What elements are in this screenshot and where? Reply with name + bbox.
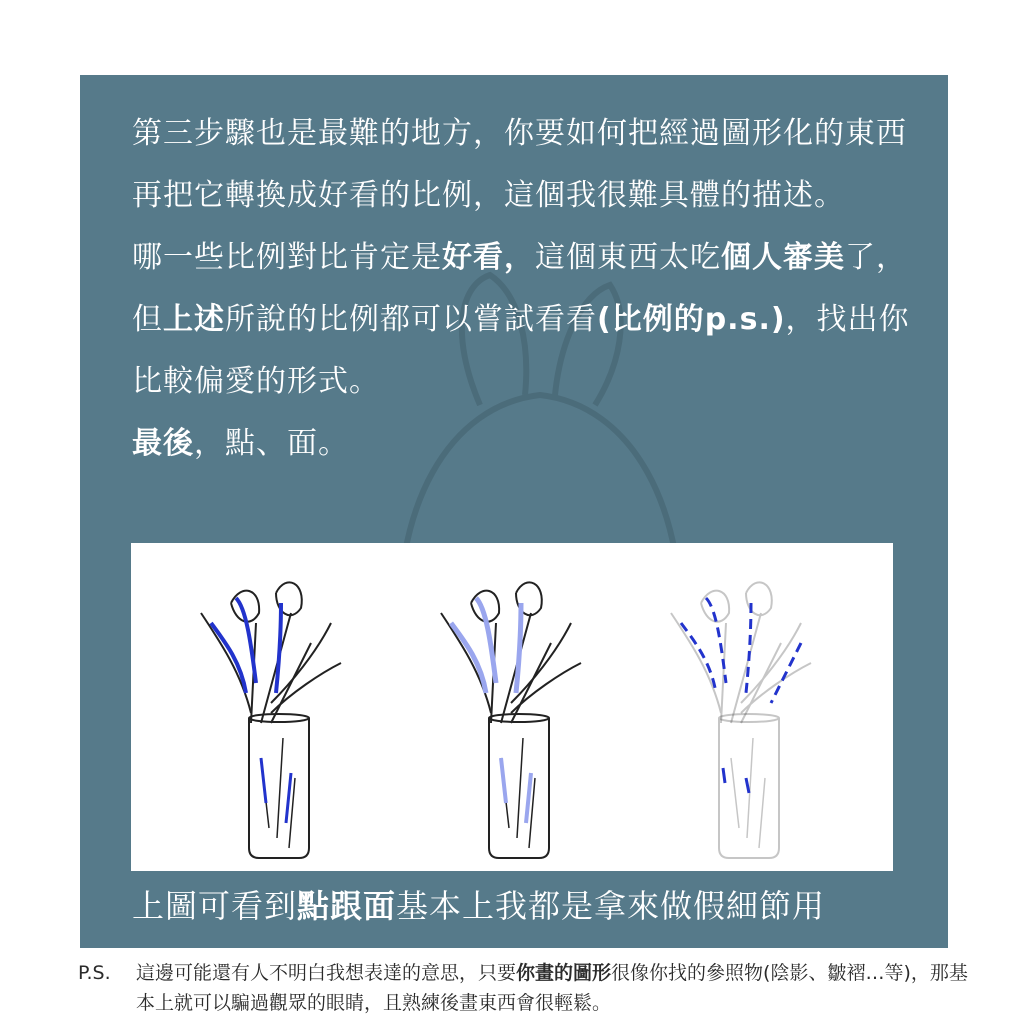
footnote-prefix: P.S. xyxy=(78,962,111,984)
illustration-caption: 上圖可看到點跟面基本上我都是拿來做假細節用 xyxy=(132,887,826,925)
paragraph-last: 最後，點、面。 xyxy=(132,426,349,461)
tulip-illustration xyxy=(131,543,893,871)
footnote xyxy=(78,958,978,1018)
main-text xyxy=(132,103,912,475)
paragraph-proportion: 哪一些比例對比肯定是好看，這個東西太吃個人審美了，但上述所說的比例都可以嘗試看看(比例的p.s.)，找出你比較偏愛的形式。 xyxy=(132,240,910,399)
footnote-body: 這邊可能還有人不明白我想表達的意思，只要你畫的圖形很像你找的參照物(陰影、皺褶…等)，那基本上就可以騙過觀眾的眼睛，且熟練後畫東西會很輕鬆。 xyxy=(136,962,968,1014)
tulip-sketch-2 xyxy=(441,582,581,858)
tulip-sketch-3 xyxy=(671,582,811,858)
tulip-sketch-1 xyxy=(201,582,341,858)
content-panel xyxy=(80,75,948,948)
paragraph-step3: 第三步驟也是最難的地方，你要如何把經過圖形化的東西再把它轉換成好看的比例，這個我很難具體的描述。 xyxy=(132,116,907,213)
